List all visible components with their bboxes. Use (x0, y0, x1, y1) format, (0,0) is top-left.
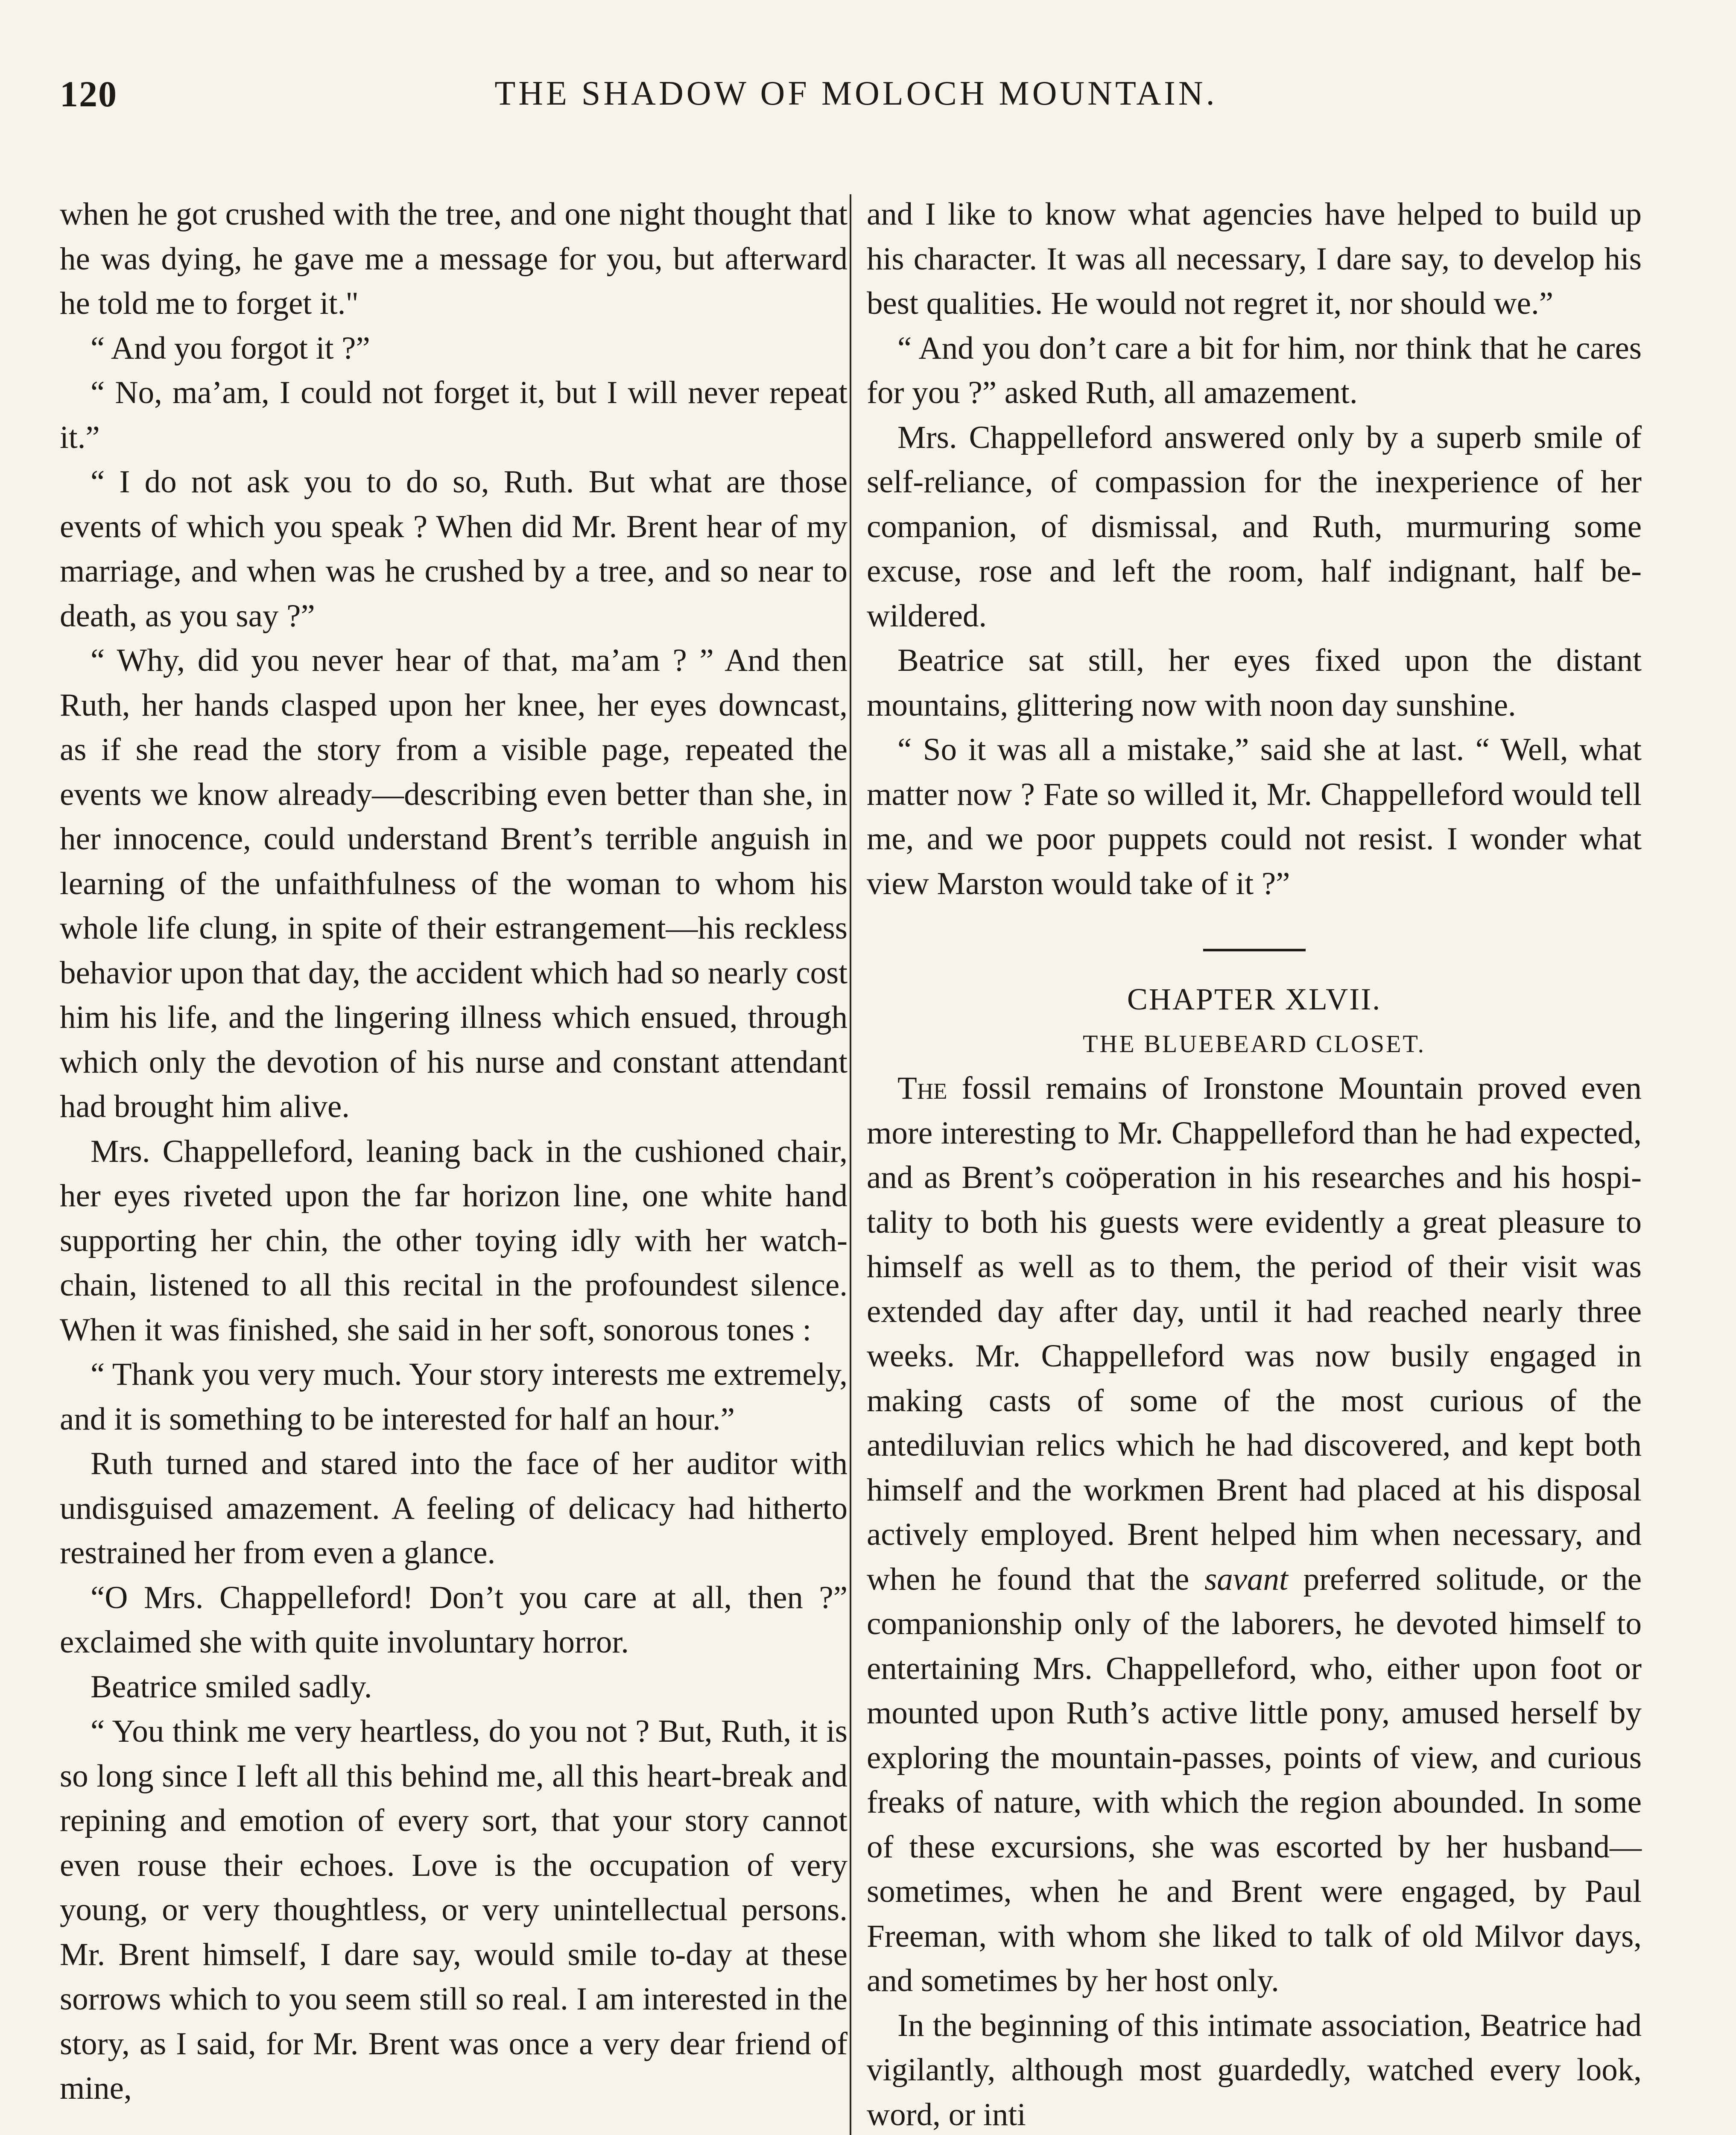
paragraph: Beatrice sat still, her eyes fixed upon the distant mountains, glittering now with noon day sunshine. (867, 643, 1642, 723)
chapter-first-word: The (897, 1070, 947, 1106)
paragraph: Ruth turned and stared into the face of her auditor with undisguised amazement. A feeling of delicacy had hitherto restrained her from even a glance. (60, 1446, 848, 1571)
chapter-title: THE BLUEBEARD CLOSET. (1082, 1029, 1426, 1058)
chapter-number: CHAPTER XLVII. (1127, 982, 1382, 1016)
paragraph: “ Why, did you never hear of that, ma’am ? ” And then Ruth, her hands clasped upon her knee, her eyes downcast, as if she read the story from a visible page, repeated the events we know already—describing even better than she, in her innocence, could understand Brent’s terrible anguish in learning of the unfaithfulness of the woman to whom his whole life clung, in spite of their estrangement—his reckless behavior upon that day, the accident which had so nearly cost him his life, and the lingering illness which ensued, through which only the devotion of his nurse and constant attendant had brought him alive. (60, 643, 848, 1124)
paragraph: when he got crushed with the tree, and one night thought that he was dying, he gave me a message for you, but afterward he told me to forget it." (60, 196, 848, 321)
paragraph: and I like to know what agencies have helped to build up his character. It was all necessary, I dare say, to develop his best qualities. He would not regret it, nor should we.” (867, 196, 1642, 321)
page-header (60, 73, 1652, 124)
paragraph: “ No, ma’am, I could not forget it, but I will never repeat it.” (60, 375, 848, 455)
paragraph: Mrs. Chappelleford answered only by a superb smile of self-reliance, of compassion for the inexperience of her companion, of dismissal, and Ruth, murmuring some excuse, rose and left the room, half indignant, half bewildered. (867, 419, 1642, 634)
paragraph: “O Mrs. Chappelleford! Don’t you care at all, then ?” exclaimed she with quite involuntary horror. (60, 1579, 848, 1660)
paragraph-text: preferred solitude, or the companionship only of the laborers, he devoted himself to entertaining Mrs. Chappelleford, who, either upon foot or mounted upon Ruth’s active little pony, amused herself by exploring the mountain-passes, points of view, and curious freaks of nature, with which the region abounded. In some of these excursions, she was escorted by her husband—sometimes, when he and Brent were engaged, by Paul Freeman, with whom she liked to talk of old Milvor days, and sometimes by her host only. (867, 1561, 1642, 1998)
paragraph: “ And you forgot it ?” (91, 330, 370, 366)
left-column (60, 192, 848, 2111)
paragraph: “ So it was all a mistake,” said she at last. “ Well, what matter now ? Fate so willed it, Mr. Chappelleford would tell me, and we poor puppets could not resist. I wonder what view Marston would take of it ?” (867, 732, 1642, 901)
paragraph: “ Thank you very much. Your story interests me extremely, and it is something to be interested for half an hour.” (60, 1357, 848, 1437)
chapter-first-paragraph (867, 1066, 1642, 2003)
paragraph-text: fossil remains of Ironstone Mountain proved even more interesting to Mr. Chappelleford than he had expected, and as Brent’s coöperation in his researches and his hospitality to both his guests were evidently a great pleasure to himself as well as to them, the period of their visit was extended day after day, until it had reached nearly three weeks. Mr. Chappelleford was now busily engaged in making casts of some of the most curious of the antediluvian relics which he had discovered, and kept both himself and the workmen Brent had placed at his disposal actively employed. Brent helped him when necessary, and when he found that the (867, 1070, 1642, 1597)
paragraph: Mrs. Chappelleford, leaning back in the cushioned chair, her eyes riveted upon the far horizon line, one white hand supporting her chin, the other toying idly with her watch-chain, listened to all this recital in the profoundest silence. When it was finished, she said in her soft, sonorous tones : (60, 1133, 848, 1348)
column-divider (850, 194, 851, 2135)
italic-word: savant (1204, 1561, 1288, 1597)
chapter-divider-rule (1203, 949, 1306, 951)
page-number: 120 (60, 73, 117, 114)
paragraph: “ I do not ask you to do so, Ruth. But what are those events of which you speak ? When did Mr. Brent hear of my marriage, and when was he crushed by a tree, and so near to death, as you say ?” (60, 464, 848, 634)
right-column (867, 192, 1642, 2135)
paragraph: “ You think me very heartless, do you not ? But, Ruth, it is so long since I left all this behind me, all this heart-break and repining and emotion of every sort, that your story cannot even rouse their echoes. Love is the occupation of very young, or very thoughtless, or very unintellectual persons. Mr. Brent himself, I dare say, would smile to-day at these sorrows which to you seem still so real. I am interested in the story, as I said, for Mr. Brent was once a very dear friend of mine, (60, 1714, 848, 2106)
running-title: THE SHADOW OF MOLOCH MOUNTAIN. (494, 75, 1218, 112)
paragraph: “ And you don’t care a bit for him, nor think that he cares for you ?” asked Ruth, all amazement. (867, 330, 1642, 410)
paragraph: In the beginning of this intimate association, Beatrice had vigilantly, although most guardedly, watched every look, word, or inti (867, 2007, 1642, 2132)
paragraph: Beatrice smiled sadly. (91, 1669, 372, 1705)
